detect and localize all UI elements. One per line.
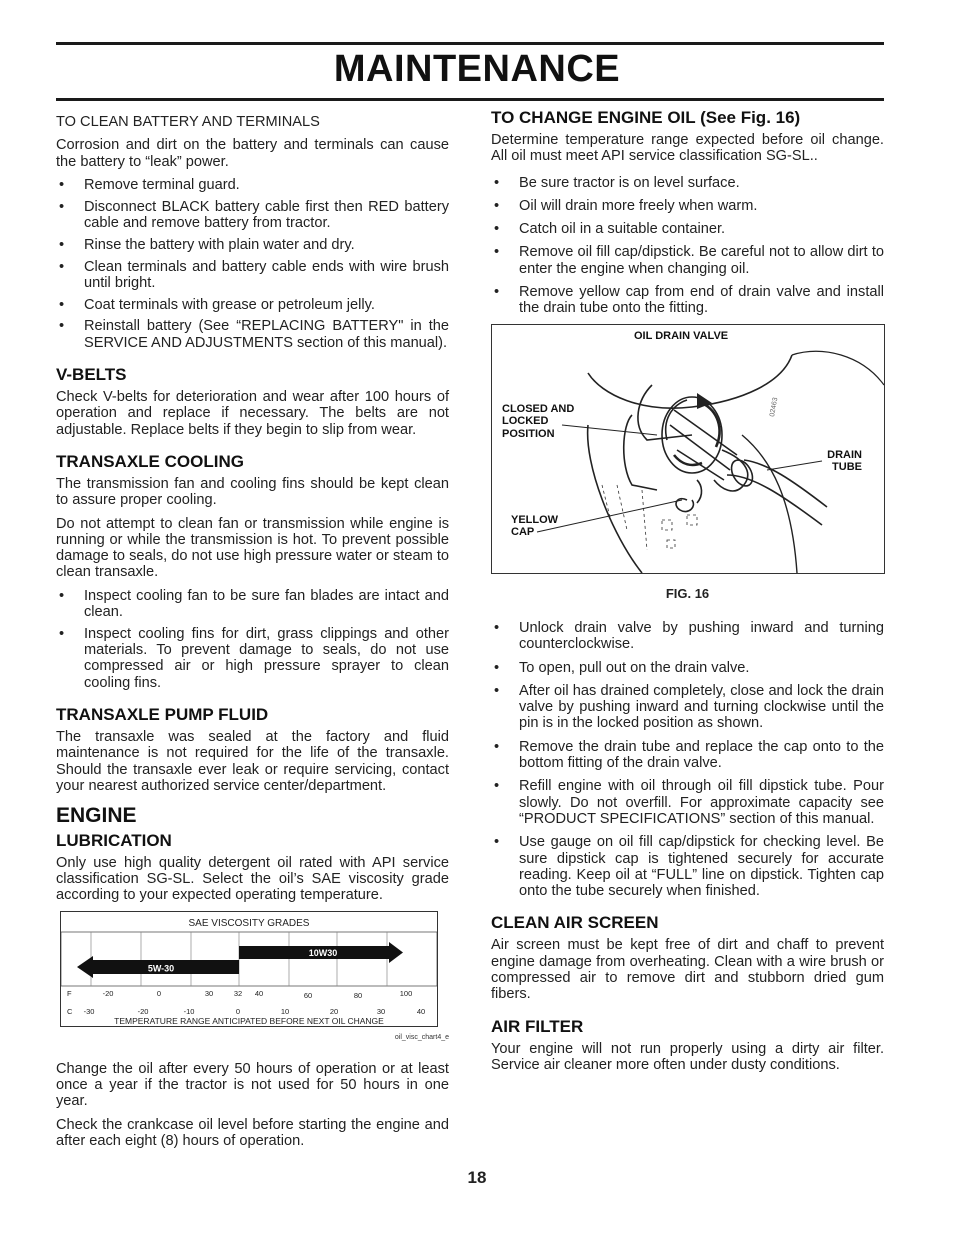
label-closed-locked: CLOSED AND LOCKED POSITION: [502, 402, 575, 440]
battery-heading: TO CLEAN BATTERY AND TERMINALS: [56, 114, 320, 130]
top-rule: [56, 42, 884, 45]
transaxle-cooling-p1: The transmission fan and cooling fins should be kept clean to assure proper cooling.: [56, 475, 449, 509]
battery-intro: Corrosion and dirt on the battery and terminals can cause the battery to “leak” power.: [56, 137, 449, 170]
f-tick: 30: [204, 989, 214, 999]
c-scale-label: C: [67, 1007, 73, 1017]
pump-fluid-heading: TRANSAXLE PUMP FLUID: [56, 705, 269, 725]
air-filter-text: Your engine will not run properly using a dirty air filter. Service air cleaner more often under dusty conditions.: [491, 1040, 884, 1073]
title-rule: [56, 98, 884, 101]
f-tick: 60: [303, 991, 313, 1001]
right-column: [491, 108, 884, 1080]
c-tick: 40: [416, 1007, 426, 1017]
drain-steps: [491, 620, 884, 899]
list-item: • Disconnect BLACK battery cable first then RED battery cable and remove battery from tractor.: [56, 199, 449, 232]
f-tick: 0: [156, 989, 162, 999]
air-screen-text: Air screen must be kept free of dirt and chaff to prevent engine damage from overheating. Clean with a wire brush or compressed air to remove dirt and stubborn dried gum fibers.: [491, 937, 884, 1003]
f-tick: 32: [233, 989, 243, 999]
list-item: • Oil will drain more freely when warm.: [491, 198, 884, 214]
chart-caption: TEMPERATURE RANGE ANTICIPATED BEFORE NEXT OIL CHANGE: [114, 1016, 384, 1027]
figure-code: 02463: [769, 396, 780, 418]
page-number: 18: [467, 1168, 487, 1187]
label-yellow-cap: YELLOW CAP: [511, 513, 559, 539]
c-tick: 30: [376, 1007, 386, 1017]
f-tick: 40: [254, 989, 264, 999]
change-oil-intro: Determine temperature range expected before oil change. All oil must meet API service classification SG-SL..: [491, 132, 884, 165]
f-scale-label: F: [67, 989, 72, 999]
c-tick: -20: [137, 1007, 149, 1017]
change-oil-steps: [491, 175, 884, 317]
list-item: • Use gauge on oil fill cap/dipstick for checking level. Be sure dipstick cap is tightened securely for accurate reading. Keep oil at “FULL” line on dipstick. Tighten cap onto the tube securely when finished.: [491, 834, 884, 899]
f-tick: 100: [399, 989, 413, 999]
chart-title: SAE VISCOSITY GRADES: [188, 918, 310, 930]
viscosity-chart: [60, 911, 438, 1027]
list-item: • Refill engine with oil through oil fill dipstick tube. Pour slowly. Do not overfill. For approximate capacity see “PRODUCT SPECIFICATIONS” section of this manual.: [491, 778, 884, 827]
engine-outline: [588, 355, 792, 408]
list-item: • Coat terminals with grease or petroleum jelly.: [56, 297, 449, 313]
figure-caption: FIG. 16: [665, 585, 710, 601]
c-tick: -30: [83, 1007, 95, 1017]
viscosity-chart-graphic: [61, 912, 437, 1026]
list-item: • Unlock drain valve by pushing inward and turning counterclockwise.: [491, 620, 884, 653]
chart-code: oil_visc_chart4_e: [394, 1034, 449, 1042]
list-item: • To open, pull out on the drain valve.: [491, 660, 884, 676]
list-item: • Remove the drain tube and replace the cap onto to the bottom fitting of the drain valve.: [491, 739, 884, 772]
list-item: • Clean terminals and battery cable ends with wire brush until bright.: [56, 259, 449, 292]
list-item: • Inspect cooling fan to be sure fan blades are intact and clean.: [56, 588, 449, 621]
list-item: • Be sure tractor is on level surface.: [491, 175, 884, 191]
battery-steps: [56, 177, 449, 351]
oil-change-interval: Change the oil after every 50 hours of operation or at least once a year if the tractor is not used for 50 hours in one year.: [56, 1060, 449, 1110]
f-tick: -20: [102, 989, 114, 999]
list-item: • After oil has drained completely, close and lock the drain valve by pushing inward and turning clockwise until the pin is in the locked position as shown.: [491, 683, 884, 732]
drain-tube-leader: [767, 461, 822, 470]
lubrication-heading: LUBRICATION: [56, 830, 172, 850]
drain-tube: [727, 475, 822, 525]
list-item: • Reinstall battery (See “REPLACING BATTERY" in the SERVICE AND ADJUSTMENTS section of this manual).: [56, 318, 449, 351]
label-drain-tube: DRAIN TUBE: [827, 448, 862, 474]
f-tick: 80: [353, 991, 363, 1001]
air-filter-heading: AIR FILTER: [491, 1016, 584, 1036]
list-item: • Remove yellow cap from end of drain valve and install the drain tube onto the fitting.: [491, 284, 884, 317]
list-item: • Catch oil in a suitable container.: [491, 221, 884, 237]
left-column: [56, 112, 449, 1156]
c-tick: -10: [183, 1007, 195, 1017]
c-tick: 20: [329, 1007, 339, 1017]
page-title: MAINTENANCE: [333, 48, 621, 90]
transaxle-cooling-p2: Do not attempt to clean fan or transmission while engine is running or while the transmission is hot. To prevent possible damage to seals, do not use high pressure water or steam to clean transaxle.: [56, 515, 449, 581]
list-item: • Remove oil fill cap/dipstick. Be careful not to allow dirt to enter the engine when changing oil.: [491, 244, 884, 277]
grade-10w30-label: 10W30: [308, 948, 338, 959]
vbelts-text: Check V-belts for deterioration and wear after 100 hours of operation and replace if necessary. The belts are not adjustable. Replace belts if they begin to slip from wear.: [56, 389, 449, 438]
change-oil-heading: TO CHANGE ENGINE OIL (See Fig. 16): [491, 108, 801, 127]
c-tick: 0: [235, 1007, 241, 1017]
transaxle-cooling-heading: TRANSAXLE COOLING: [56, 451, 244, 471]
fig16-illustration: [491, 324, 885, 574]
list-item: • Rinse the battery with plain water and dry.: [56, 237, 449, 253]
list-item: • Remove terminal guard.: [56, 177, 449, 193]
c-tick: 10: [280, 1007, 290, 1017]
air-screen-heading: CLEAN AIR SCREEN: [491, 913, 659, 933]
engine-heading: ENGINE: [56, 804, 137, 828]
engine-base-curve: [588, 425, 642, 573]
vbelts-heading: V-BELTS: [56, 365, 127, 385]
label-oil-drain-valve: OIL DRAIN VALVE: [634, 329, 729, 342]
crankcase-check: Check the crankcase oil level before starting the engine and after each eight (8) hours of operation.: [56, 1116, 449, 1149]
grade-5w30-label: 5W-30: [147, 963, 175, 974]
lubrication-text: Only use high quality detergent oil rated with API service classification SG-SL. Select the oil’s SAE viscosity grade according to your expected operating temperature.: [56, 854, 449, 904]
transaxle-cooling-steps: [56, 588, 449, 691]
list-item: • Inspect cooling fins for dirt, grass clippings and other materials. To prevent damage to seals, do not use compressed air or high pressure sprayer to clean cooling fins.: [56, 626, 449, 691]
pump-fluid-text: The transaxle was sealed at the factory and fluid maintenance is not required for the life of the transaxle. Should the transaxle ever leak or require servicing, contact your nearest authorized service center/department.: [56, 729, 449, 794]
